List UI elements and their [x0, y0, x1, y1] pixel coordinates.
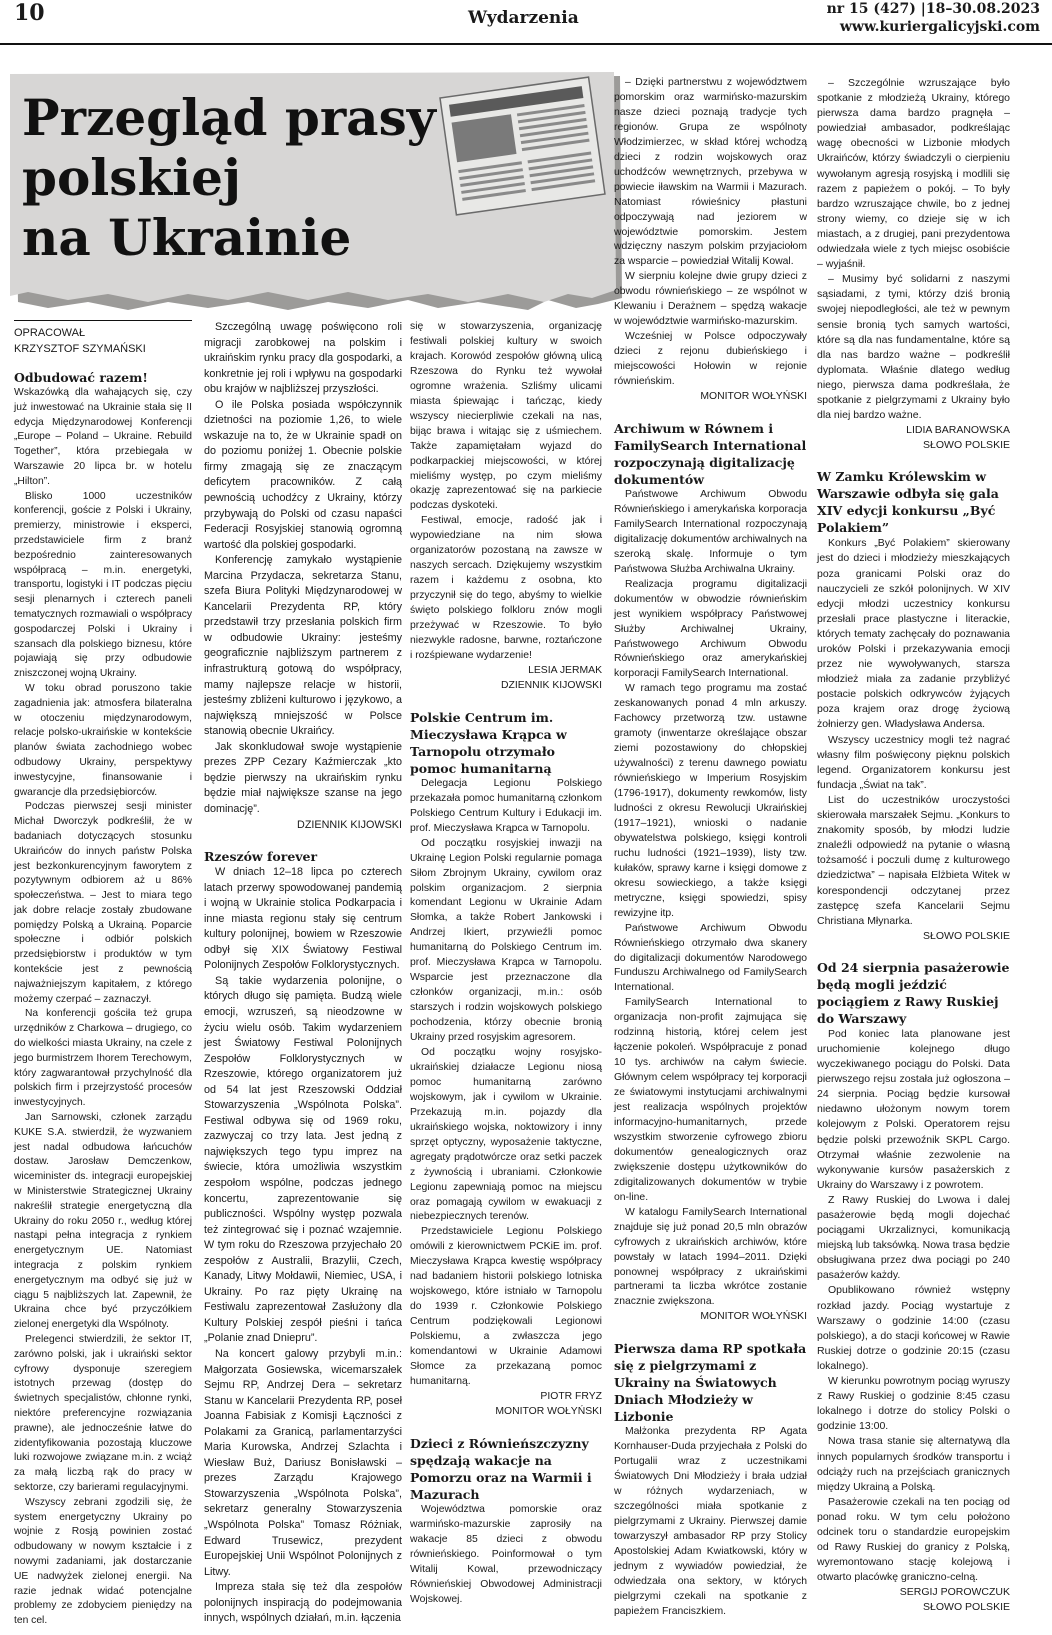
- article-paragraph: Przedstawiciele Legionu Polskiego omówili z kierownictwem PCKiE im. prof. Mieczysława Krąpca kwestię współpracy nad badaniem historii polskiego lotniska wojskowego, które istniało w Tarnopolu do 1939 r. Członkowie Polskiego Centrum podziękowali Legionowi Polskiemu, a zwłaszcza jego komendantowi w Ukrainie Adamowi Słomce za przekazaną pomoc humanitarną.: [410, 1226, 602, 1387]
- article-paragraph: List do uczestników uroczystości skierowała marszałek Sejmu. „Konkurs to znakomity sposób, by młodzi ludzie znaleźli odpowiedź na pytanie o własną tożsamość i poczuli dumę z kulturowego dziedzictwa” – napisała Elżbieta Witek w korespondencji odczytanej przez zastępcę szefa Kancelarii Sejmu Christiana Młynarka.: [817, 793, 1010, 927]
- article-paragraph: Państwowe Archiwum Obwodu Równieńskiego i amerykańska korporacja FamilySearch International rozpoczynają digitalizację dokumentów archiwalnych na szeroką skalę. Informuje o tym Państwowa Służba Archiwalna Ukrainy.: [614, 488, 807, 575]
- page-header: [0, 0, 1052, 44]
- section-gap: [614, 405, 807, 420]
- article-paragraph: W dniach 12–18 lipca po czterech latach przerwy spowodowanej pandemią i wojną w Ukrainie stolica Podkarpacia i inne miasta regionu stały się centrum kultury polonijnej, bowiem w Rzeszowie odbył się XIX Światowy Festiwal Polonijnych Zespołów Folklorystycznych.: [204, 866, 402, 972]
- article-paragraph: – Szczególnie wzruszające było spotkanie z młodzieżą Ukrainy, którego pierwsza dama bardzo pragnęła – powiedział ambasador, podkreślając wagę obecności w Lizbonie młodych Ukraińców, którzy świadczyli o cierpieniu wywołanym agresją rosyjską i modlili się razem z papieżem o pokój. – To były bardzo wzruszające chwile, bo z jednej strony wiemy, co dzieje się w ich miastach, a z drugiej, pani prezydentowa odwiedzała wiele z tych miejsc osobiście – wyjaśnił.: [817, 77, 1010, 271]
- article-headline: Rzeszów forever: [204, 849, 318, 865]
- article-paragraph: W katalogu FamilySearch International znajduje się już ponad 20,5 mln obrazów cyfrowych z ukraińskich archiwów, które powstały w latach 1994–2011. Dzięki ponownej współpracy z ukraińskimi partnerami ta liczba wkrótce zostanie znacznie zwiększona.: [614, 1206, 807, 1308]
- page-title: [22, 88, 436, 268]
- article-byline: MONITOR WOŁYŃSKI: [700, 1311, 807, 1323]
- article-byline: LIDIA BARANOWSKA: [906, 424, 1010, 437]
- article-paragraph: W toku obrad poruszono takie zagadnienia jak: atmosfera bilateralna w otoczeniu międzynarodowym, relacje polsko-ukraińskie w kontekście planów świata zachodniego wobec odbudowy Ukrainy, perspektywy inwestycyjne, finansowanie i gwarancje dla przedsiębiorców.: [14, 682, 192, 798]
- article-headline: Od 24 sierpnia pasażerowie będą mogli jeździć pociągiem z Rawy Ruskiej do Warszawy: [817, 959, 1010, 1026]
- title-line: na Ukrainie: [22, 208, 352, 267]
- article-paragraph: Wcześniej w Polsce odpoczywały dzieci z rejonu dubieńskiego i miejscowości Hołowin w rejonie równieńskim.: [614, 331, 807, 388]
- article-headline: Polskie Centrum im. Mieczysława Krąpca w Tarnopolu otrzymało pomoc humanitarną: [410, 709, 567, 776]
- article-paragraph: Z Rawy Ruskiej do Lwowa i dalej pasażerowie będą mogli dojechać pociągami Ukrzaliznyci, komunikacją miejską lub taksówką. Nowa trasa będzie obsługiwana przez dwa pociągi po 240 pasażerów każdy.: [817, 1193, 1010, 1282]
- article-paragraph: Jan Sarnowski, członek zarządu KUKE S.A. stwierdził, że wyzwaniem jest nadal odbudowa łańcuchów dostaw. Jarosław Demczenkow, wiceminister ds. integracji europejskiej w Ministerstwie Strategicznej Ukrainy nakreślił strategie energetyczną dla Ukrainy do roku 2050 r., według której nastąpi pełna integracja z rynkiem energetycznym UE. Natomiast integracja z polskim rynkiem energetycznym ma odbyć się już w ciągu 5 najbliższych lat. Zapewnił, że Ukraina chce być przyczółkiem zielonej energetyki dla Wspólnoty.: [14, 1112, 192, 1331]
- article-byline: LESIA JERMAK: [528, 664, 602, 676]
- article-paragraph: O ile Polska posiada współczynnik dzietności na poziomie 1,26, to wiele wskazuje na to, że w Ukrainie spadł on do poziomu poniżej 1. Obecnie polskie firmy zmagają się ze znaczącym deficytem pracowników. Z całą pewnością uchodźcy z Ukrainy, którzy przybywają do Polski od czasu napaści Federacji Rosyjskiej stanowią ogromną wartość dla polskiej gospodarki.: [204, 398, 402, 551]
- article-byline: MONITOR WOŁYŃSKI: [495, 1405, 602, 1417]
- article-byline: SŁOWO POLSKIE: [923, 1601, 1010, 1614]
- article-paragraph: Małżonka prezydenta RP Agata Kornhauser-Duda przyjechała z Polski do Portugalii wraz z uczestnikami Światowych Dni Młodzieży i brała udział w różnych wydarzeniach, w szczególności miała spotkanie z pielgrzymami z Ukrainy. Pierwszej damie towarzyszył ambasador RP przy Stolicy Apostolskiej Adam Kwiatkowski, który w jednym z wywiadów powiedział, że odwiedzała ona sektory, w których pielgrzymi czekali na spotkanie z papieżem Franciszkiem.: [614, 1426, 807, 1617]
- article-paragraph: Pasażerowie czekali na ten pociąg od ponad roku. W tym celu położono odcinek toru o standardzie europejskim od Rawy Ruskiej do granicy z Polską, wyremontowano stację kolejową i otwarto placówkę graniczno-celną.: [817, 1495, 1010, 1584]
- article-paragraph: Od początku wojny rosyjsko-ukraińskiej działacze Legionu niosą pomoc humanitarną zarówno wojskowym, jak i cywilom w Ukrainie. Przekazują m.in. pojazdy dla ukraińskiego wojska, noktowizory i inny sprzęt optyczny, wyposażenie taktyczne, agregaty prądotwórcze oraz setki paczek z żywnością i ubraniami. Członkowie Legionu zapewniają pomoc na miejscu oraz pomagają cywilom w ewakuacji z niebezpiecznych terenów.: [410, 1046, 602, 1223]
- article-paragraph: Szczególną uwagę poświęcono roli migracji zarobkowej na polskim i ukraińskim rynku pracy dla gospodarki, a konkretnie jej roli i wpływu na gospodarki obu krajów w najbliższej przyszłości.: [204, 321, 402, 396]
- column-2: [204, 320, 402, 1627]
- title-banner: [8, 72, 624, 312]
- article-paragraph: Opublikowano również wstępny rozkład jazdy. Pociąg wystartuje z Warszawy o godzinie 14:00 (czasu polskiego), a do stacji końcowej w Rawie Ruskiej dotrze o godzinie 20:15 (czasu lokalnego).: [817, 1284, 1010, 1372]
- header-rule: [0, 43, 1052, 45]
- title-line: polskiej: [22, 148, 241, 207]
- newspaper-icon: [440, 77, 605, 215]
- section-gap: [410, 694, 602, 709]
- article-paragraph: Są takie wydarzenia polonijne, o których długo się pamięta. Budzą wiele emocji, wzruszeń, są nieodzowne w życiu wielu osób. Takim wydarzeniem jest Światowy Festiwal Polonijnych Zespołów Folklorystycznych w Rzeszowie, którego organizatorem już od 54 lat jest Rzeszowski Oddział Stowarzyszenia „Wspólnota Polska”. Festiwal odbywa się od 1969 roku, zazwyczaj co trzy lata. Jest jedną z największych tego typu imprez na świecie, która umożliwia wszystkim zespołom wspólne, podczas jednego koncertu, zaprezentowanie się publiczności. Wspólny występ pozwala też zintegrować się i poznać wzajemnie. W tym roku do Rzeszowa przyjechało 20 zespołów z Australii, Brazylii, Czech, Kanady, Litwy Mołdawii, Niemiec, USA, i Ukrainy. Po raz pięty Ukrainę na Festiwalu zaprezentował Zasłużony dla Kultury Polskiej zespół pieśni i tańca „Polanie znad Dniepru”.: [204, 974, 402, 1345]
- article-byline: SERGIJ POROWCZUK: [899, 1586, 1010, 1599]
- article-paragraph: Festiwal, emocje, radość jak i wypowiedziane na nim słowa organizatorów pozostaną na zawsze w naszych sercach. Dziękujemy wszystkim razem i każdemu z osobna, kto przyczynił się do tego, abyśmy to wielkie święto polskiego folkloru znów mogli przeżywać w Rzeszowie. To było niezwykle radosne, barwne, roztańczone i rozśpiewane wydarzenie!: [410, 515, 602, 661]
- author-credit: [14, 320, 192, 357]
- column-1: [14, 320, 192, 1629]
- article-paragraph: Konkurs „Być Polakiem” skierowany jest do dzieci i młodzieży mieszkających poza granicami Polski oraz do nauczycieli ze szkół polonijnych. W XIV edycji młodzi uczestnicy konkursu przesłali prace plastyczne i literackie, których tematy zachęcały do poznawania uroków Polski i przekazywania emocji przez nie wywoływanych, starsza młodzież miała za zadanie przybliżyć postacie polskich odkrywców żyjących poza krajem oraz drogę życiową żołnierzy gen. Władysława Andersa.: [817, 537, 1010, 731]
- section-gap: [614, 1325, 807, 1340]
- article-paragraph: Na konferencji gościła też grupa urzędników z Charkowa – drugiego, co do wielkości miasta Ukrainy, na czele z jego burmistrzem Ihorem Terechowym, który zagwarantował przychylność dla polskich firm i przejrzystość procesów inwestycyjnych.: [14, 1008, 192, 1109]
- article-paragraph: Województwa pomorskie oraz warmińsko-mazurskie zaprosiły na wakacje 85 dzieci z obwodu równieńskiego. Poinformował o tym Witalij Kowal, przewodniczący Równieńskiej Obwodowej Administracji Wojskowej.: [410, 1503, 602, 1605]
- article-byline: DZIENNIK KIJOWSKI: [500, 679, 602, 691]
- article-paragraph: Impreza stała się też dla zespołów polonijnych inspiracją do podejmowania innych, wspólnych działań, m.in. łączenia: [204, 1581, 402, 1625]
- section-gap: [817, 944, 1010, 959]
- article-paragraph: Konferencję zamykało wystąpienie Marcina Przydacza, sekretarza Stanu, szefa Biura Polityki Międzynarodowej w Kancelarii Prezydenta RP, który przedstawił trzy przesłania polskich firm w odbudowie Ukrainy: jesteśmy geograficznie najbliższym partnerem z infrastrukturą gotową do współpracy, mamy najlepsze relacje w historii, jesteśmy zbliżeni kulturowo i językowo, a największą mniejszość w Polsce stanowią obecnie Ukraińcy.: [204, 554, 402, 738]
- article-paragraph: Jak skonkludował swoje wystąpienie prezes ZPP Cezary Kaźmierczak „kto będzie pierwszy na ukraińskim rynku będzie miał największe szanse na jego dominację”.: [204, 740, 402, 815]
- section-gap: [410, 1420, 602, 1435]
- article-paragraph: Wskazówką dla wahających się, czy już inwestować na Ukrainie stała się II edycja Międzynarodowej Konferencji „Europe – Poland – Ukraine. Rebuild Together”, która przebiegała w Warszawie 20 lipca br. w hotelu „Hilton”.: [14, 387, 192, 487]
- article-headline: Pierwsza dama RP spotkała się z pielgrzymami z Ukrainy na Światowych Dniach Młodzieży w Lizbonie: [614, 1341, 807, 1425]
- article-byline: PIOTR FRYZ: [540, 1390, 602, 1402]
- article-paragraph: – Dzięki partnerstwu z województwem pomorskim oraz warmińsko-mazurskim nasze dzieci poznają tradycje tych regionów. Grupa ze wspólnoty Włodzimierzec, w skład której wchodzą dzieci z rodzin wojskowych oraz uchodźców wewnętrznych, przebywa w powiecie iławskim na Warmii i Mazurach. Natomiast rówieśnicy płastuni odpoczywają nad jeziorem w województwie pomorskim. Jestem wdzięczny naszym polskim przyjaciołom za wsparcie – powiedział Witalij Kowal.: [614, 77, 807, 268]
- issue-info: [827, 0, 1040, 36]
- article-paragraph: Realizacja programu digitalizacji dokumentów w obwodzie równieńskim jest wynikiem współpracy Państwowej Służby Archiwalnej Ukrainy, Państwowego Archiwum Obwodu Równieńskiego oraz amerykańskiej korporacji FamilySearch International.: [614, 578, 807, 680]
- article-headline: W Zamku Królewskim w Warszawie odbyła się gala XIV edycji konkursu „Być Polakiem”: [817, 469, 999, 536]
- article-byline: SŁOWO POLSKIE: [923, 439, 1010, 452]
- article-paragraph: W ramach tego programu ma zostać zeskanowanych ponad 4 mln arkuszy. Fachowcy przetworzą tzw. ustawne gramoty (inwentarze określające obszar ziemi pozostawiony do chłopskiej używalności) z terenu dawnego powiatu równieńskiego w Imperium Rosyjskim (1796-1917), dokumenty rewkomów, listy ludności z okresu Rewolucji Ukraińskiej (1917–1921), wnioski o nadanie obywatelstwa polskiego, księgi kontroli ruchu ludności (1921–1939), listy tzw. kułaków, sprawy karne i księgi domowe z okresu sowieckiego, a także księgi metryczne, księgi spowiedzi, spisy rewizyjne itp.: [614, 683, 807, 919]
- author-role: OPRACOWAŁ: [14, 327, 86, 339]
- article-paragraph: Pod koniec lata planowane jest uruchomienie kolejnego długo wyczekiwanego pociągu do Polski. Data pierwszego rejsu została już ogłoszona – 24 sierpnia. Pociąg będzie kursował niedawno ułożonym nowym torem kolejowym z Polski. Operatorem rejsu będzie polski przewoźnik SKPL Cargo. Otrzymał właśnie zezwolenie na wykonywanie kursów pasażerskich z Ukrainy do Warszawy i z powrotem.: [817, 1027, 1010, 1191]
- article-byline: SŁOWO POLSKIE: [923, 929, 1010, 942]
- section-title: Wydarzenia: [468, 8, 579, 28]
- article-paragraph: Wszyscy uczestnicy mogli też nagrać własny film poświęcony pięknu polskich legend. Organizatorem konkursu jest fundacja „Świat na tak”.: [817, 733, 1010, 791]
- article-paragraph: się w stowarzyszenia, organizację festiwali polskiej kultury w swoich krajach. Korowód zespołów główną ulicą Rzeszowa do Rynku też wywołał ogromne wrażenia. Szliśmy ulicami miasta śpiewając i tańcząc, kiedy wszyscy niecierpliwie czekali na nas, bijąc brawa i witając się z uśmiechem. Także zapamiętałam wyjazd do podkarpackiej miejscowości, w której mieliśmy występ, po czym mieliśmy okazję zaprezentować się na parkiecie podczas dyskoteki.: [410, 321, 602, 512]
- issue-number: nr 15 (427) |18–30.08.2023: [826, 1, 1040, 17]
- column-4: [614, 76, 807, 1620]
- column-3: [410, 320, 602, 1607]
- article-paragraph: W kierunku powrotnym pociąg wyruszy z Rawy Ruskiej o godzinie 8:45 czasu lokalnego i dotrze do stolicy Polski o godzinie 13:00.: [817, 1375, 1010, 1433]
- article-paragraph: Podczas pierwszej sesji minister Michał Dworczyk podkreślił, że w badaniach dotyczących stosunku Ukraińców do innych państw Polska jest bezkonkurencyjnym faworytem z pozytywnym odbiorem aż u 86% społeczeństwa. – Jest to miara tego jak dobre relacje zostały zbudowane pomiędzy Polską a Ukrainą. Poparcie społeczne i odbiór polskich przedsiębiorstw i produktów w tym kontekście jest z pewnością najważniejszym kapitałem, z którego możemy czerpać – zaznaczył.: [14, 801, 192, 1005]
- article-headline: Dzieci z Równieńszczyzny spędzają wakacje na Pomorzu oraz na Warmii i Mazurach: [410, 1435, 592, 1502]
- article-paragraph: – Musimy być solidarni z naszymi sąsiadami, z tymi, którzy dziś bronią swojej niepodległości, ale też w pewnym sensie bronią tych samych wartości, które są dla nas fundamentalne, które są dla nas bardzo ważne – podkreślił dyplomata. Właśnie dlatego według niego, pierwsza dama podkreślała, że spotkanie z pielgrzymami z Ukrainy było dla niej bardzo ważne.: [817, 273, 1010, 422]
- article-byline: MONITOR WOŁYŃSKI: [700, 391, 807, 403]
- article-byline: DZIENNIK KIJOWSKI: [297, 818, 402, 831]
- column-5: [817, 76, 1010, 1616]
- section-gap: [817, 453, 1010, 468]
- section-gap: [204, 833, 402, 848]
- page-number: 10: [14, 0, 45, 26]
- author-name: KRZYSZTOF SZYMAŃSKI: [14, 343, 146, 355]
- article-paragraph: Delegacja Legionu Polskiego przekazała pomoc humanitarną członkom Polskiego Centrum Kultury i Edukacji im. prof. Mieczysława Krąpca w Tarnopolu.: [410, 777, 602, 834]
- article-paragraph: FamilySearch International to organizacja non-profit zajmująca się rodzinną historią, której celem jest łączenie pokoleń. Współpracuje z ponad 10 tys. archiwów na całym świecie. Głównym celem współpracy tej korporacji ze światowymi instytucjami archiwalnymi jest realizacja wspólnych projektów informacyjno-humanitarnych, przede wszystkim stworzenie cyfrowego zbioru dokumentów genealogicznych oraz zwiększenie dostępu użytkowników do zdigitalizowanych dokumentów w trybie on-line.: [614, 997, 807, 1203]
- article-headline: Archiwum w Równem i FamilySearch International rozpoczynają digitalizację dokumentów: [614, 420, 807, 487]
- article-paragraph: W sierpniu kolejne dwie grupy dzieci z obwodu równieńskiego – ze wspólnot w Klewaniu i Derażnem – spędzą wakacje w województwie warmińsko-mazurskim.: [614, 271, 807, 328]
- article-headline: Odbudować razem!: [14, 370, 148, 385]
- article-paragraph: Od początku rosyjskiej inwazji na Ukrainę Legion Polski regularnie pomaga Siłom Zbrojnym Ukrainy, cywilom oraz polskim organizacjom. 2 sierpnia komendant Legionu w Ukrainie Adam Słomka, a także Robert Jankowski i Andrzej Ikiert, przywieźli pomoc humanitarną do Polskiego Centrum im. prof. Mieczysława Krąpca w Tarnopolu. Wsparcie jest przeznaczone dla członków organizacji, m.in.: osób starszych i rodzin wojskowych polskiego pochodzenia, którzy obecnie bronią Ukrainy przed rosyjskim agresorem.: [410, 837, 602, 1044]
- title-line: Przegląd prasy: [22, 88, 436, 147]
- website-link[interactable]: www.kuriergalicyjski.com: [839, 19, 1040, 35]
- article-paragraph: Prelegenci stwierdzili, że sektor IT, zarówno polski, jak i ukraiński sektor cyfrowy dysponuje szeregiem istotnych przewag (dostęp do świetnych specjalistów, chłonne rynki, niektóre preferencyjne rozwiązania prawne), ale jednocześnie łatwe do zidentyfikowania pozostają kluczowe luki rozwojowe związane m.in. z wciąż za małą liczbą rąk do pracy w sektorze, czy barierami regulacyjnymi.: [14, 1334, 192, 1493]
- article-paragraph: Na koncert galowy przybyli m.in.: Małgorzata Gosiewska, wicemarszałek Sejmu RP, Andrzej Dera – sekretarz Stanu w Kancelarii Prezydenta RP, poseł Joanna Fabisiak z Komisji Łączności z Polakami za Granicą, parlamentarzyści Maria Kurowska, Andrzej Szlachta i Wiesław Buż, Dariusz Bonisławski – prezes Zarządu Krajowego Stowarzyszenia „Wspólnota Polska”, sekretarz generalny Stowarzyszenia „Wspólnota Polska” Tomasz Różniak, Edward Trusewicz, prezydent Europejskiej Unii Wspólnot Polonijnych z Litwy.: [204, 1348, 402, 1578]
- article-paragraph: Wszyscy zebrani zgodzili się, że system energetyczny Ukrainy po wojnie z Rosją powinien zostać odbudowany w nowym kształcie i z nowymi zadaniami, jak dostarczanie UE nadwyżek zielonej energii. Na razie jednak widać potencjalne problemy ze zdobyciem pieniędzy na ten cel.: [14, 1496, 192, 1627]
- article-paragraph: Państwowe Archiwum Obwodu Równieńskiego otrzymało dwa skanery do digitalizacji dokumentów Narodowego Funduszu Archiwalnego od FamilySearch International.: [614, 922, 807, 994]
- article-paragraph: Blisko 1000 uczestników konferencji, goście z Polski i Ukrainy, premierzy, ministrowie i eksperci, przedstawiciele firm z branż bezpośrednio zainteresowanych współpracą – m.in. energetyki, transportu, logistyki i IT podczas pięciu sesji plenarnych i czterech paneli tematycznych rozmawiali o współpracy gospodarczej Polski i Ukrainy i szansach dla polskiego biznesu, które pojawiają się przy odbudowie zniszczonej wojną Ukrainy.: [14, 490, 192, 680]
- article-paragraph: Nowa trasa stanie się alternatywą dla innych popularnych środków transportu i odciąży ruch na przejściach granicznych między Ukrainą a Polską.: [817, 1435, 1010, 1493]
